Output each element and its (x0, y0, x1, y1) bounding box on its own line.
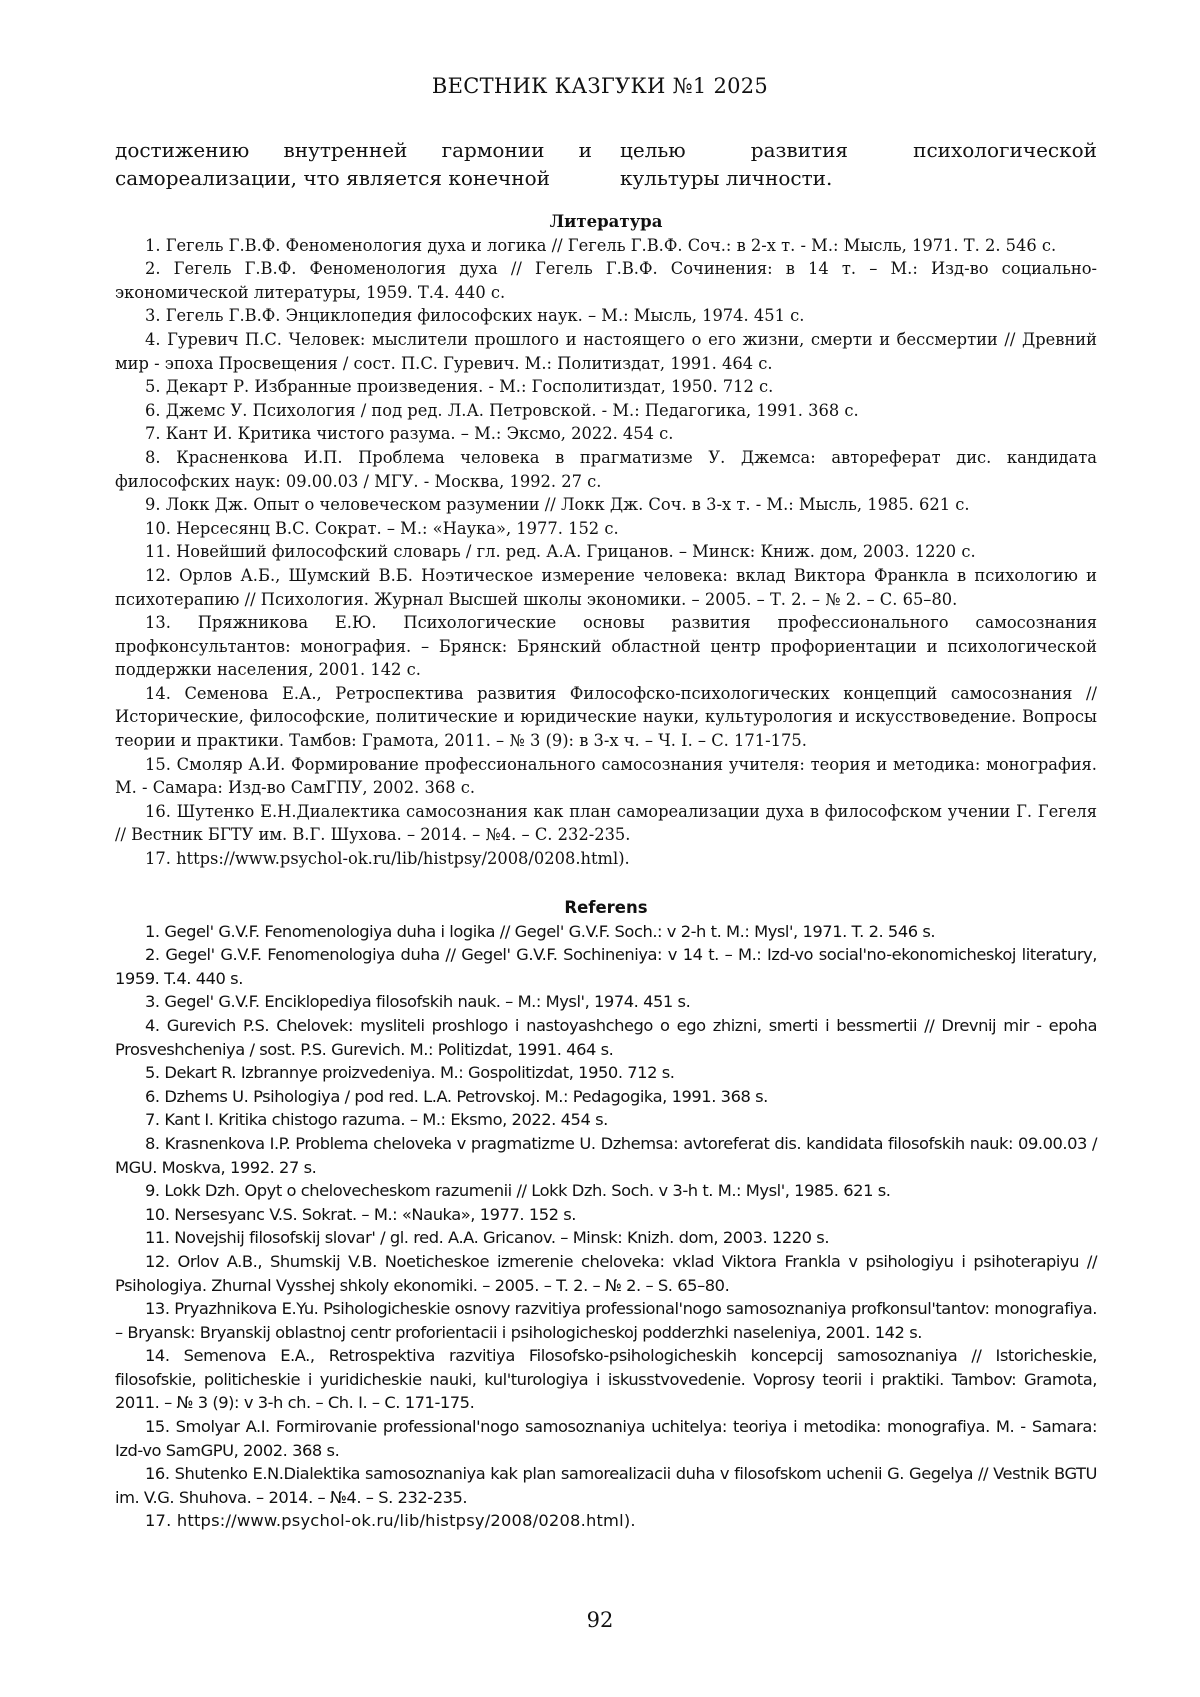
reference-item: 3. Gegel' G.V.F. Enciklopediya filosofskih nauk. – M.: Mysl', 1974. 451 s. (145, 992, 691, 1012)
references-section (115, 896, 1097, 1533)
reference-item: 16. Shutenko E.N.Dialektika samosoznaniya kak plan samorealizacii duha v filosofskom uchenii G. Gegelya // Vestnik BGTU im. V.G. Shuhova. – 2014. – №4. – S. 232-235. (115, 1464, 1097, 1507)
literature-item: 11. Новейший философский словарь / гл. ред. А.А. Грицанов. – Минск: Книж. дом, 2003. 1220 с. (145, 542, 976, 562)
reference-item: 4. Gurevich P.S. Chelovek: mysliteli proshlogo i nastoyashchego o ego zhizni, smerti i bessmertii // Drevnij mir - epoha Prosveshcheniya / sost. P.S. Gurevich. M.: Politizdat, 1991. 464 s. (115, 1015, 1097, 1059)
intro-right-line-2: культуры личности. (620, 166, 833, 190)
reference-item: 13. Pryazhnikova E.Yu. Psihologicheskie osnovy razvitiya professional'nogo samosoznaniya profkonsul'tantov: monografiya. – Bryansk: Bryanskij oblastnoj centr proforientacii i psihologicheskoj podderzhki naseleniya, 2001. 142 s. (115, 1299, 1097, 1342)
intro-left-column (115, 136, 606, 192)
reference-item: 2. Gegel' G.V.F. Fenomenologiya duha // Gegel' G.V.F. Sochineniya: v 14 t. – M.: Izd-vo social'no-ekonomicheskoj literatury, 1959. T.4. 440 s. (115, 945, 1097, 988)
reference-item: 8. Krasnenkova I.P. Problema cheloveka v pragmatizme U. Dzhemsa: avtoreferat dis. kandidata filosofskih nauk: 09.00.03 / MGU. Moskva, 1992. 27 s. (115, 1133, 1097, 1177)
intro-right-line-1: целью развития психологической (620, 138, 1097, 162)
reference-item: 11. Novejshij filosofskij slovar' / gl. red. A.A. Gricanov. – Minsk: Knizh. dom, 2003. 1220 s. (145, 1228, 830, 1248)
reference-item: 9. Lokk Dzh. Opyt o chelovecheskom razumenii // Lokk Dzh. Soch. v 3-h t. M.: Mysl', 1985. 621 s. (145, 1181, 891, 1201)
running-header: ВЕСТНИК КАЗГУКИ №1 2025 (431, 74, 769, 98)
literature-title: Литература (549, 212, 663, 231)
reference-item: 6. Dzhems U. Psihologiya / pod red. L.A. Petrovskoj. M.: Pedagogika, 1991. 368 s. (145, 1086, 768, 1106)
literature-item: 4. Гуревич П.С. Человек: мыслители прошлого и настоящего о его жизни, смерти и бессмертии // Древний мир - эпоха Просвещения / сост. П.С. Гуревич. М.: Политиздат, 1991. 464 с. (115, 329, 1097, 373)
literature-item: 7. Кант И. Критика чистого разума. – М.: Эксмо, 2022. 454 с. (145, 424, 674, 444)
literature-item: 1. Гегель Г.В.Ф. Феноменология духа и логика // Гегель Г.В.Ф. Соч.: в 2-х т. - М.: Мысль, 1971. Т. 2. 546 с. (145, 235, 1057, 255)
literature-item: 16. Шутенко Е.Н.Диалектика самосознания как план самореализации духа в философском учении Г. Гегеля // Вестник БГТУ им. В.Г. Шухова. – 2014. – №4. – С. 232-235. (115, 801, 1097, 845)
literature-item: 2. Гегель Г.В.Ф. Феноменология духа // Гегель Г.В.Ф. Сочинения: в 14 т. – М.: Изд-во социально-экономической литературы, 1959. Т.4. 440 с. (115, 259, 1097, 302)
literature-item: 15. Смоляр А.И. Формирование профессионального самосознания учителя: теория и методика: монография. М. - Самара: Изд-во СамГПУ, 2002. 368 с. (115, 754, 1097, 798)
literature-item: 14. Семенова Е.А., Ретроспектива развития Философско-психологических концепций самосознания // Исторические, философские, политические и юридические науки, культурология и искусствоведение. Вопросы теории и практики. Тамбов: Грамота, 2011. – № 3 (9): в 3-х ч. – Ч. I. – С. 171-175. (115, 683, 1097, 751)
literature-item: 5. Декарт Р. Избранные произведения. - М.: Госполитиздат, 1950. 712 с. (145, 377, 774, 397)
literature-item: 13. Пряжникова Е.Ю. Психологические основы развития профессионального самосознания профконсультантов: монография. – Брянск: Брянский областной центр профориентации и психологической поддержки населения, 2001. 142 с. (115, 613, 1097, 680)
reference-item: 15. Smolyar A.I. Formirovanie professional'nogo samosoznaniya uchitelya: teoriya i metodika: monografiya. M. - Samara: Izd-vo SamGPU, 2002. 368 s. (115, 1417, 1097, 1460)
intro-left-line-1: достижению внутренней гармонии и (115, 138, 592, 162)
intro-two-columns (115, 136, 1097, 192)
literature-item-url: 17. https://www.psychol-ok.ru/lib/histpsy/2008/0208.html). (145, 849, 630, 869)
intro-right-column (606, 136, 1097, 192)
literature-item: 6. Джемс У. Психология / под ред. Л.А. Петровской. - М.: Педагогика, 1991. 368 с. (145, 400, 859, 420)
reference-item: 1. Gegel' G.V.F. Fenomenologiya duha i logika // Gegel' G.V.F. Soch.: v 2-h t. M.: Mysl', 1971. T. 2. 546 s. (145, 921, 936, 941)
literature-item: 12. Орлов А.Б., Шумский В.Б. Ноэтическое измерение человека: вклад Виктора Франкла в психологию и психотерапию // Психология. Журнал Высшей школы экономики. – 2005. – Т. 2. – № 2. – С. 65–80. (115, 565, 1097, 609)
reference-item: 5. Dekart R. Izbrannye proizvedeniya. M.: Gospolitizdat, 1950. 712 s. (145, 1063, 675, 1083)
literature-item: 9. Локк Дж. Опыт о человеческом разумении // Локк Дж. Соч. в 3-х т. - М.: Мысль, 1985. 621 с. (145, 495, 970, 515)
reference-item-url: 17. https://www.psychol-ok.ru/lib/histpsy/2008/0208.html). (145, 1511, 636, 1531)
literature-section (115, 210, 1097, 871)
reference-item: 12. Orlov A.B., Shumskij V.B. Noeticheskoe izmerenie cheloveka: vklad Viktora Frankla v psihologiyu i psihoterapiyu // Psihologiya. Zhurnal Vysshej shkoly ekonomiki. – 2005. – T. 2. – № 2. – S. 65–80. (115, 1251, 1097, 1295)
literature-item: 8. Красненкова И.П. Проблема человека в прагматизме У. Джемса: автореферат дис. кандидата философских наук: 09.00.03 / МГУ. - Москва, 1992. 27 с. (115, 447, 1097, 491)
literature-item: 3. Гегель Г.В.Ф. Энциклопедия философских наук. – М.: Мысль, 1974. 451 с. (145, 306, 805, 326)
page-number: 92 (586, 1608, 614, 1632)
literature-item: 10. Нерсесянц В.С. Сократ. – М.: «Наука», 1977. 152 с. (145, 518, 619, 538)
references-title: Referens (564, 898, 648, 917)
reference-item: 14. Semenova E.A., Retrospektiva razvitiya Filosofsko-psihologicheskih koncepcij samosoznaniya // Istoricheskie, filosofskie, politicheskie i yuridicheskie nauki, kul'turologiya i iskusstvovedenie. Voprosy teorii i praktiki. Tambov: Gramota, 2011. – № 3 (9): v 3-h ch. – Ch. I. – С. 171-175. (115, 1346, 1097, 1413)
intro-left-line-2: самореализации, что является конечной (115, 166, 550, 190)
reference-item: 7. Kant I. Kritika chistogo razuma. – M.: Eksmo, 2022. 454 s. (145, 1110, 608, 1130)
reference-item: 10. Nersesyanc V.S. Sokrat. – M.: «Nauka», 1977. 152 s. (145, 1204, 577, 1224)
